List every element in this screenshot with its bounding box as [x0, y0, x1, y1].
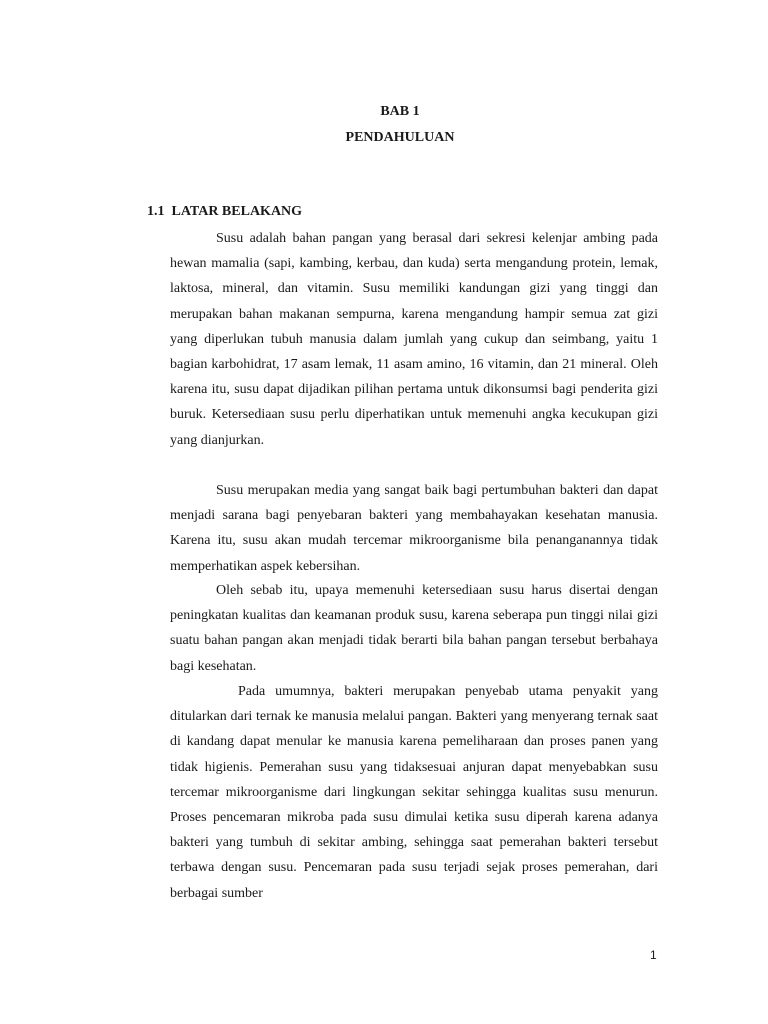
section-title: 1.1 LATAR BELAKANG: [147, 204, 303, 219]
paragraph-1: Susu adalah bahan pangan yang berasal dari sekresi kelenjar ambing pada hewan mamalia (sapi, kambing, kerbau, dan kuda) serta mengandung protein, lemak, laktosa, mineral, dan vitamin. Susu memiliki kandungan gizi yang tinggi dan merupakan bahan makanan sempurna, karena mengandung hampir semua zat gizi yang diperlukan tubuh manusia dalam jumlah yang cukup dan seimbang, yaitu 1 bagian karbohidrat, 17 asam lemak, 11 asam amino, 16 vitamin, dan 21 mineral. Oleh karena itu, susu dapat dijadikan pilihan pertama untuk dikonsumsi bagi penderita gizi buruk. Ketersediaan susu perlu diperhatikan untuk memenuhi angka kecukupan gizi yang dianjurkan.: [170, 231, 658, 448]
chapter-title: PENDAHULUAN: [345, 130, 455, 145]
paragraph-2: Susu merupakan media yang sangat baik bagi pertumbuhan bakteri dan dapat menjadi sarana bagi penyebaran bakteri yang membahayakan kesehatan manusia. Karena itu, susu akan mudah tercemar mikroorganisme bila penanganannya tidak memperhatikan aspek kebersihan.: [170, 483, 658, 574]
paragraph-3: Oleh sebab itu, upaya memenuhi ketersediaan susu harus disertai dengan peningkatan kualitas dan keamanan produk susu, karena seberapa pun tinggi nilai gizi suatu bahan pangan akan menjadi tidak berarti bila bahan pangan tersebut berbahaya bagi kesehatan.: [170, 583, 658, 674]
paragraph-4: Pada umumnya, bakteri merupakan penyebab utama penyakit yang ditularkan dari ternak ke manusia melalui pangan. Bakteri yang menyerang ternak saat di kandang dapat menular ke manusia karena pemeliharaan dan proses panen yang tidak higienis. Pemerahan susu yang tidaksesuai anjuran dapat menyebabkan susu tercemar mikroorganisme dari lingkungan sekitar sehingga kualitas susu menurun. Proses pencemaran mikroba pada susu dimulai ketika susu diperah karena adanya bakteri yang tumbuh di sekitar ambing, sehingga saat pemerahan bakteri tersebut terbawa dengan susu. Pencemaran pada susu terjadi sejak proses pemerahan, dari berbagai sumber: [170, 684, 658, 901]
chapter-number: BAB 1: [380, 104, 420, 119]
page-number: 1: [650, 948, 657, 962]
